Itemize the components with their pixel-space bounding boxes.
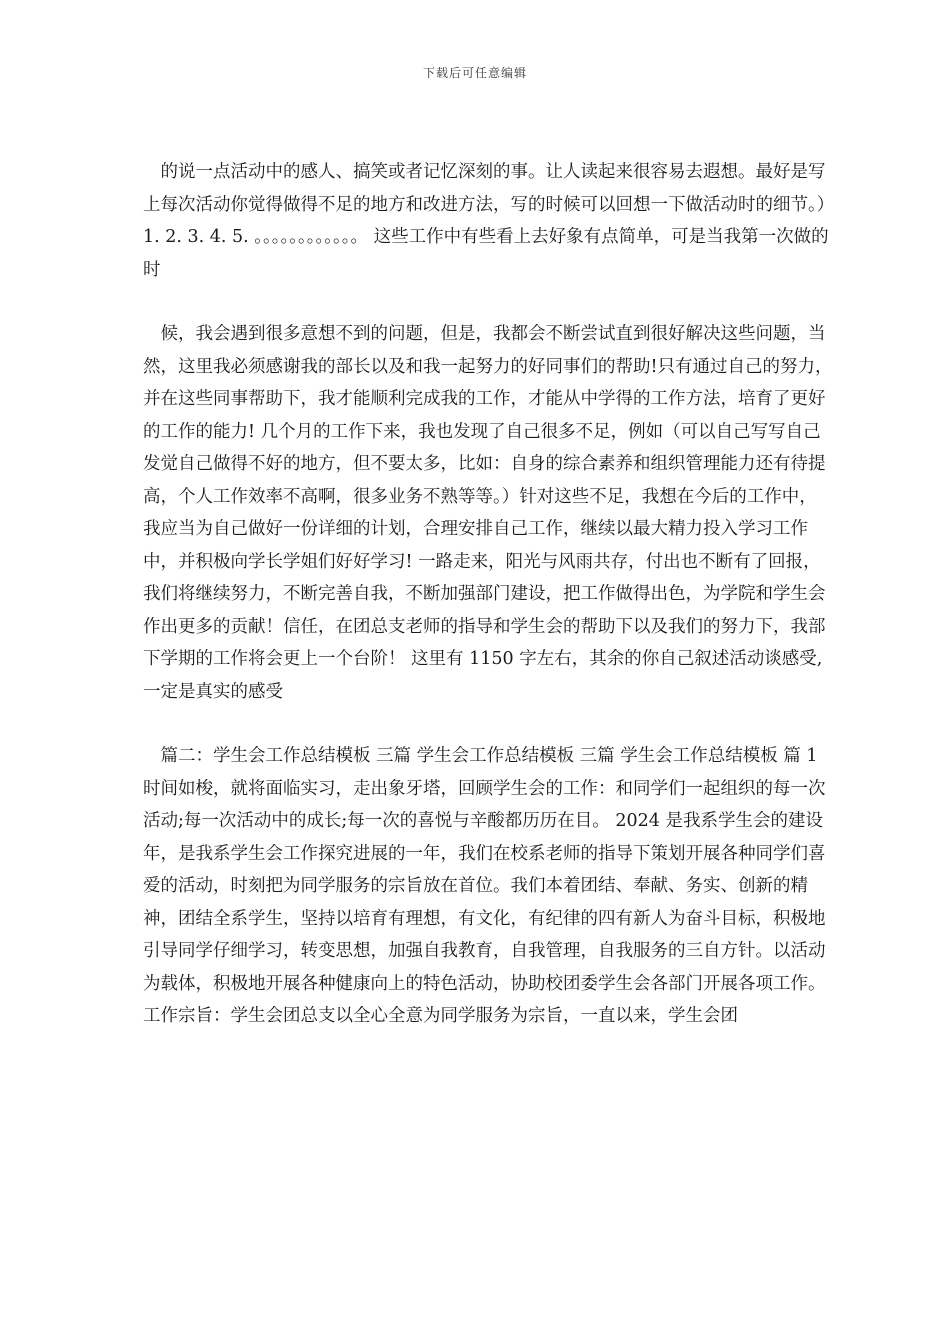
paragraph-2: 候，我会遇到很多意想不到的问题，但是，我都会不断尝试直到很好解决这些问题，当然，这里我必须感谢我的部长以及和我一起努力的好同事们的帮助!只有通过自己的努力，并在这些同事帮助下，我才能顺利完成我的工作，才能从中学得的工作方法，培育了更好的工作的能力! 几个月的工作下来，我也发现了自己很多不足，例如（可以自己写写自己发觉自己做得不好的地方，但不要太多，比如：自身的综合素养和组织管理能力还有待提高，个人工作效率不高啊，很多业务不熟等等。）针对这些不足，我想在今后的工作中，我应当为自己做好一份详细的计划，合理安排自己工作，继续以最大精力投入学习工作中，并积极向学长学姐们好好学习! 一路走来，阳光与风雨共存，付出也不断有了回报，我们将继续努力，不断完善自我，不断加强部门建设，把工作做得出色，为学院和学生会作出更多的贡献！信任，在团总支老师的指导和学生会的帮助下以及我们的努力下，我部下学期的工作将会更上一个台阶！ 这里有 1150 字左右，其余的你自己叙述活动谈感受,一定是真实的感受 <box>143 324 833 702</box>
paragraph-3: 篇二：学生会工作总结模板 三篇 学生会工作总结模板 三篇 学生会工作总结模板 篇 1 时间如梭，就将面临实习，走出象牙塔，回顾学生会的工作：和同学们一起组织的每一次活动;每一次活动中的成长;每一次的喜悦与辛酸都历历在目。 2024 是我系学生会的建设年，是我系学生会工作探究进展的一年，我们在校系老师的指导下策划开展各种同学们喜爱的活动，时刻把为同学服务的宗旨放在首位。我们本着团结、奉献、务实、创新的精神，团结全系学生，坚持以培育有理想，有文化，有纪律的四有新人为奋斗目标，积极地引导同学仔细学习，转变思想，加强自我教育，自我管理，自我服务的三自方针。以活动为载体，积极地开展各种健康向上的特色活动，协助校团委学生会各部门开展各项工作。 工作宗旨：学生会团总支以全心全意为同学服务为宗旨，一直以来，学生会团 <box>143 746 826 1026</box>
page-header: 下载后可任意编辑 <box>422 66 527 80</box>
document-body <box>143 156 833 1033</box>
paragraph-1: 的说一点活动中的感人、搞笑或者记忆深刻的事。让人读起来很容易去遐想。最好是写上每次活动你觉得做得不足的地方和改进方法，写的时候可以回想一下做活动时的细节。）1. 2. 3. 4. 5. 。。。。。。。。。。。。 这些工作中有些看上去好象有点简单，可是当我第一次做的时 <box>143 162 829 280</box>
